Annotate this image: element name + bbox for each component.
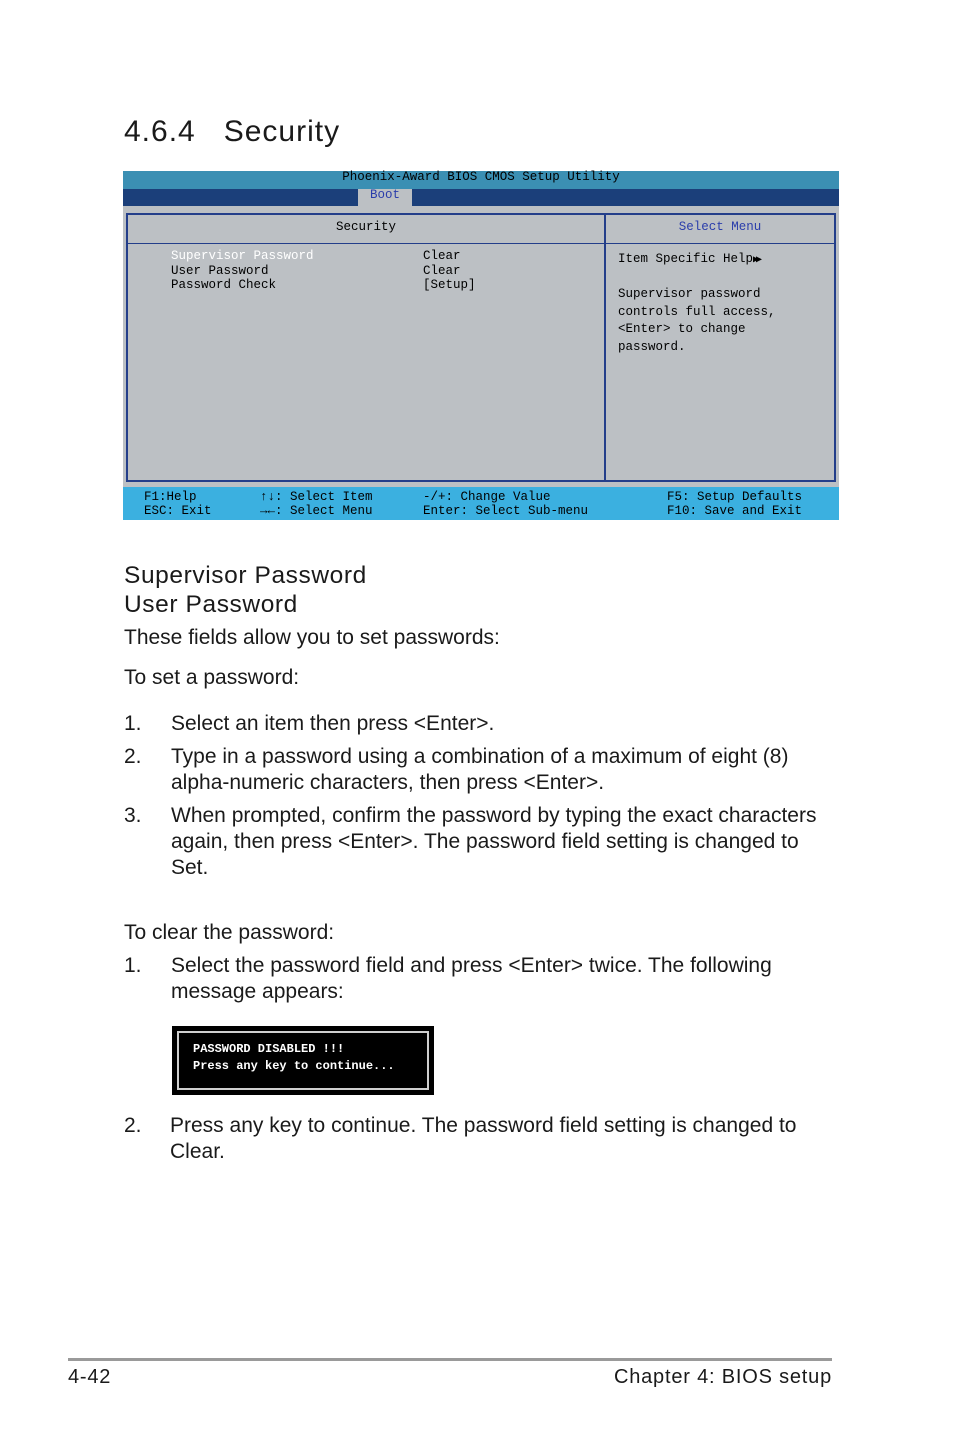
set-step-number: 1. <box>124 712 142 735</box>
clear-step-number: 2. <box>124 1114 142 1137</box>
set-step-text: When prompted, confirm the password by typing the exact characters again, then press <Enter>. The password field setting is changed to Set. <box>171 804 817 879</box>
clear-password-intro: To clear the password: <box>124 921 335 944</box>
bios-item-supervisor-password-value: Clear <box>423 249 461 263</box>
bios-item-supervisor-password[interactable]: Supervisor Password <box>171 249 314 263</box>
set-step-number: 3. <box>124 804 142 827</box>
clear-step-number: 1. <box>124 954 142 977</box>
bios-header-rule <box>126 243 836 244</box>
bios-divider <box>604 213 606 482</box>
set-step-text: Type in a password using a combination of a maximum of eight (8) alpha-numeric characters, then press <Enter>. <box>171 745 789 794</box>
message-box-text: PASSWORD DISABLED !!! Press any key to continue... <box>193 1042 395 1073</box>
bios-screen <box>123 171 839 520</box>
double-arrow-right-icon: ▶▶ <box>753 255 760 266</box>
bios-item-user-password[interactable]: User Password <box>171 263 269 278</box>
bios-menubar <box>123 189 839 206</box>
clear-step-text: Press any key to continue. The password field setting is changed to Clear. <box>170 1114 797 1163</box>
bios-help-body: Supervisor password controls full access, <Enter> to change password. <box>618 287 776 354</box>
chapter-title: Chapter 4: BIOS setup <box>613 1366 832 1388</box>
page-number: 4-42 <box>68 1366 112 1388</box>
footer-rule <box>68 1358 832 1361</box>
bios-item-user-password-value: Clear <box>423 263 461 278</box>
set-step-number: 2. <box>124 745 142 768</box>
clear-step-text: Select the password field and press <Enter> twice. The following message appears: <box>171 954 772 1003</box>
bios-title: Phoenix-Award BIOS CMOS Setup Utility <box>342 170 620 184</box>
bios-item-password-check-value: [Setup] <box>423 278 476 292</box>
message-box <box>172 1026 434 1095</box>
bios-footer-navigation: ↑↓: Select Item →←: Select Menu <box>260 490 373 518</box>
bios-main-heading: Security <box>335 220 396 234</box>
bios-help-title: Item Specific Help▶▶ <box>618 252 760 266</box>
bios-footer <box>123 487 839 520</box>
heading-user-password: User Password <box>124 591 298 618</box>
bios-footer-change: -/+: Change Value Enter: Select Sub-menu <box>423 490 589 518</box>
section-title: 4.6.4 Security <box>124 115 341 148</box>
intro-text: These fields allow you to set passwords: <box>124 626 500 649</box>
bios-item-password-check[interactable]: Password Check <box>171 278 277 292</box>
set-step-text: Select an item then press <Enter>. <box>171 712 495 735</box>
bios-footer-save: F5: Setup Defaults F10: Save and Exit <box>667 490 803 518</box>
bios-footer-help-exit: F1:Help ESC: Exit <box>144 490 212 518</box>
set-password-intro: To set a password: <box>124 666 300 689</box>
heading-supervisor-password: Supervisor Password <box>124 562 367 589</box>
bios-tab-boot[interactable]: Boot <box>358 189 412 206</box>
bios-help-heading: Select Menu <box>678 220 762 234</box>
